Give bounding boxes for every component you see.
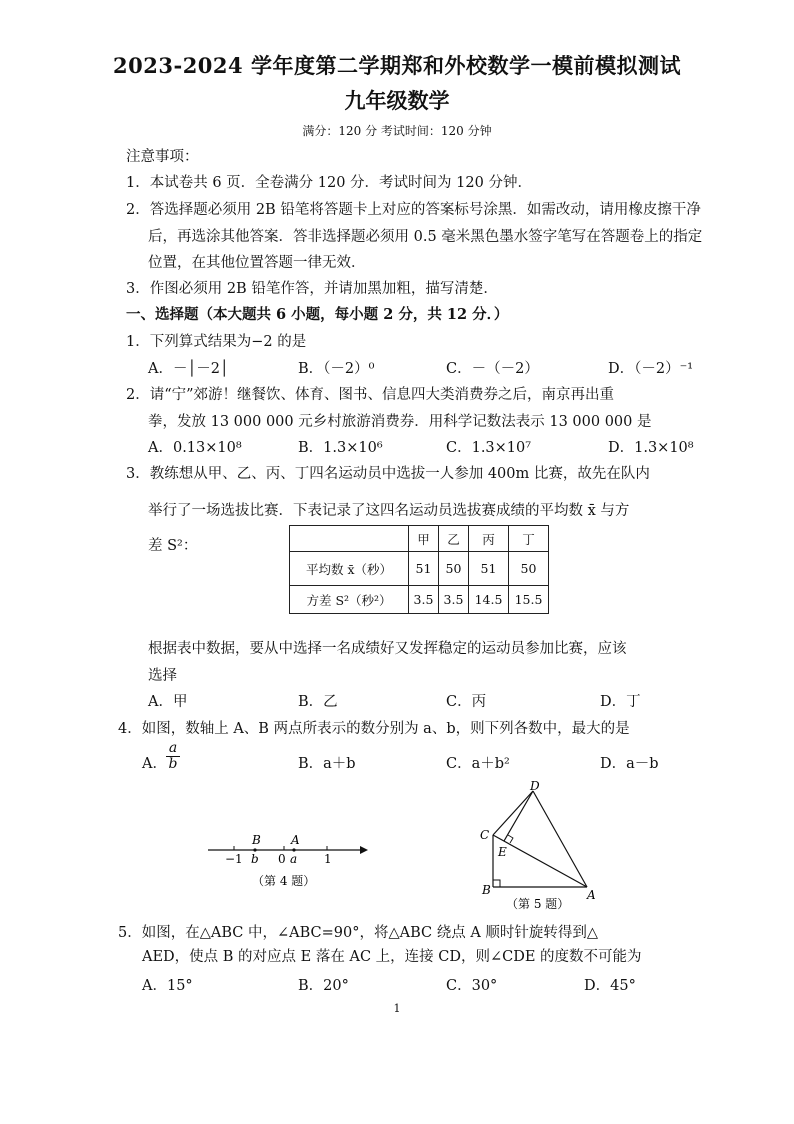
table-cell: 50 <box>509 552 549 586</box>
label-E: E <box>498 845 507 859</box>
q3-option-c: C．丙 <box>446 694 487 710</box>
q5-option-a: A．15° <box>142 978 193 994</box>
q2-line1: 2．请“宁”郊游！继餐饮、体育、图书、信息四大类消费券之后，南京再出重 <box>126 387 615 403</box>
table-cell: 3.5 <box>439 586 469 614</box>
q3-option-a: A．甲 <box>148 694 188 710</box>
q1-stem: 1．下列算式结果为−2 的是 <box>126 334 307 350</box>
label-A: A <box>291 833 300 847</box>
q2-option-d: D．1.3×10⁸ <box>608 440 694 456</box>
q2-option-a: A．0.13×10⁸ <box>148 440 242 456</box>
q2-option-b: B．1.3×10⁶ <box>298 440 383 456</box>
q3-option-b: B．乙 <box>298 694 338 710</box>
tick-label-minus-one: −1 <box>225 852 243 866</box>
tick-label-b: b <box>251 852 259 866</box>
q2-option-c: C．1.3×10⁷ <box>446 440 532 456</box>
note-1: 1．本试卷共 6 页．全卷满分 120 分．考试时间为 120 分钟． <box>126 175 532 191</box>
q3-table <box>289 525 549 614</box>
exam-subtitle: 九年级数学 <box>344 88 450 113</box>
label-C: C <box>480 828 490 842</box>
note-3: 3．作图必须用 2B 铅笔作答，并请加黑加粗，描写清楚． <box>126 281 498 297</box>
q4-option-c: C．a＋b² <box>446 756 510 772</box>
q4-option-d: D．a－b <box>600 756 659 772</box>
table-header-cell <box>290 526 409 552</box>
right-angle-mark-B <box>493 880 500 887</box>
figure-5-caption: （第 5 题） <box>506 897 570 911</box>
table-cell: 方差 S²（秒²） <box>290 586 409 614</box>
segment-CD <box>493 791 533 835</box>
label-A-vertex: A <box>587 888 596 902</box>
table-cell: 51 <box>469 552 509 586</box>
q1-option-b: B．（－2）⁰ <box>298 361 375 377</box>
q3-line2: 举行了一场选拔比赛．下表记录了这四名运动员选拔赛成绩的平均数 x̄ 与方 <box>148 503 630 519</box>
exam-meta: 满分：120 分 考试时间：120 分钟 <box>302 124 492 138</box>
q1-option-d: D．（－2）⁻¹ <box>608 361 694 377</box>
q1-option-a: A．－│－2│ <box>148 361 229 377</box>
q3-option-d: D．丁 <box>600 694 641 710</box>
table-header-cell: 丙 <box>469 526 509 552</box>
q5-option-c: C．30° <box>446 978 498 994</box>
right-angle-mark-E <box>508 835 513 843</box>
arrow-head-icon <box>360 846 368 854</box>
exam-title: 2023-2024 学年度第二学期郑和外校数学一模前模拟测试 <box>113 53 681 78</box>
q2-line2: 拳，发放 13 000 000 元乡村旅游消费券．用科学记数法表示 13 000 000 是 <box>148 414 652 430</box>
table-header-cell: 乙 <box>439 526 469 552</box>
tick-label-one: 1 <box>324 852 332 866</box>
table-cell: 3.5 <box>409 586 439 614</box>
q5-option-d: D．45° <box>584 978 636 994</box>
fraction-numerator: a <box>168 740 178 756</box>
q1-option-c: C．－（－2） <box>446 361 539 377</box>
q4-option-b: B．a＋b <box>298 756 356 772</box>
q5-option-b: B．20° <box>298 978 349 994</box>
table-cell: 51 <box>409 552 439 586</box>
table-row <box>290 552 549 586</box>
q4-option-a-label: A． <box>142 756 167 772</box>
table-header-row <box>290 526 549 552</box>
table-cell: 平均数 x̄（秒） <box>290 552 409 586</box>
table-row <box>290 586 549 614</box>
table-cell: 50 <box>439 552 469 586</box>
q5-line1: 5．如图，在△ABC 中，∠ABC=90°，将△ABC 绕点 A 顺时针旋转得到△ <box>118 925 599 941</box>
q3-line1: 3．教练想从甲、乙、丙、丁四名运动员中选拔一人参加 400m 比赛，故先在队内 <box>126 466 650 482</box>
tick-label-a: a <box>290 852 298 866</box>
figure-5-triangles <box>470 776 610 914</box>
note-2-line3: 位置，在其他位置答题一律无效． <box>148 255 366 271</box>
q3-line5: 选择 <box>148 668 177 684</box>
section-heading: 一、选择题（本大题共 6 小题，每小题 2 分，共 12 分．） <box>126 306 509 323</box>
figure-4-number-line <box>200 830 370 896</box>
table-cell: 14.5 <box>469 586 509 614</box>
fraction-denominator: b <box>166 756 180 772</box>
table-cell: 15.5 <box>509 586 549 614</box>
page-number: 1 <box>393 1002 401 1015</box>
table-header-cell: 甲 <box>409 526 439 552</box>
notes-heading: 注意事项： <box>126 149 199 165</box>
label-D: D <box>530 779 540 793</box>
figure-4-caption: （第 4 题） <box>252 874 316 888</box>
label-B: B <box>252 833 261 847</box>
q4-option-a-fraction <box>166 741 180 772</box>
q4-stem: 4．如图，数轴上 A、B 两点所表示的数分别为 a、b，则下列各数中，最大的是 <box>118 721 630 737</box>
tick-label-zero: 0 <box>278 852 286 866</box>
q3-line4: 根据表中数据，要从中选择一名成绩好又发挥稳定的运动员参加比赛，应该 <box>148 641 627 657</box>
segment-DE <box>504 791 533 841</box>
q5-line2: AED，使点 B 的对应点 E 落在 AC 上，连接 CD，则∠CDE 的度数不可能为 <box>142 949 642 965</box>
q3-line3: 差 S²： <box>148 538 198 554</box>
note-2-line1: 2．答选择题必须用 2B 铅笔将答题卡上对应的答案标号涂黑．如需改动，请用橡皮擦干净 <box>126 202 701 218</box>
note-2-line2: 后，再选涂其他答案．答非选择题必须用 0.5 毫米黑色墨水签字笔写在答题卷上的指定 <box>148 229 703 245</box>
table-header-cell: 丁 <box>509 526 549 552</box>
label-B-vertex: B <box>482 883 491 897</box>
